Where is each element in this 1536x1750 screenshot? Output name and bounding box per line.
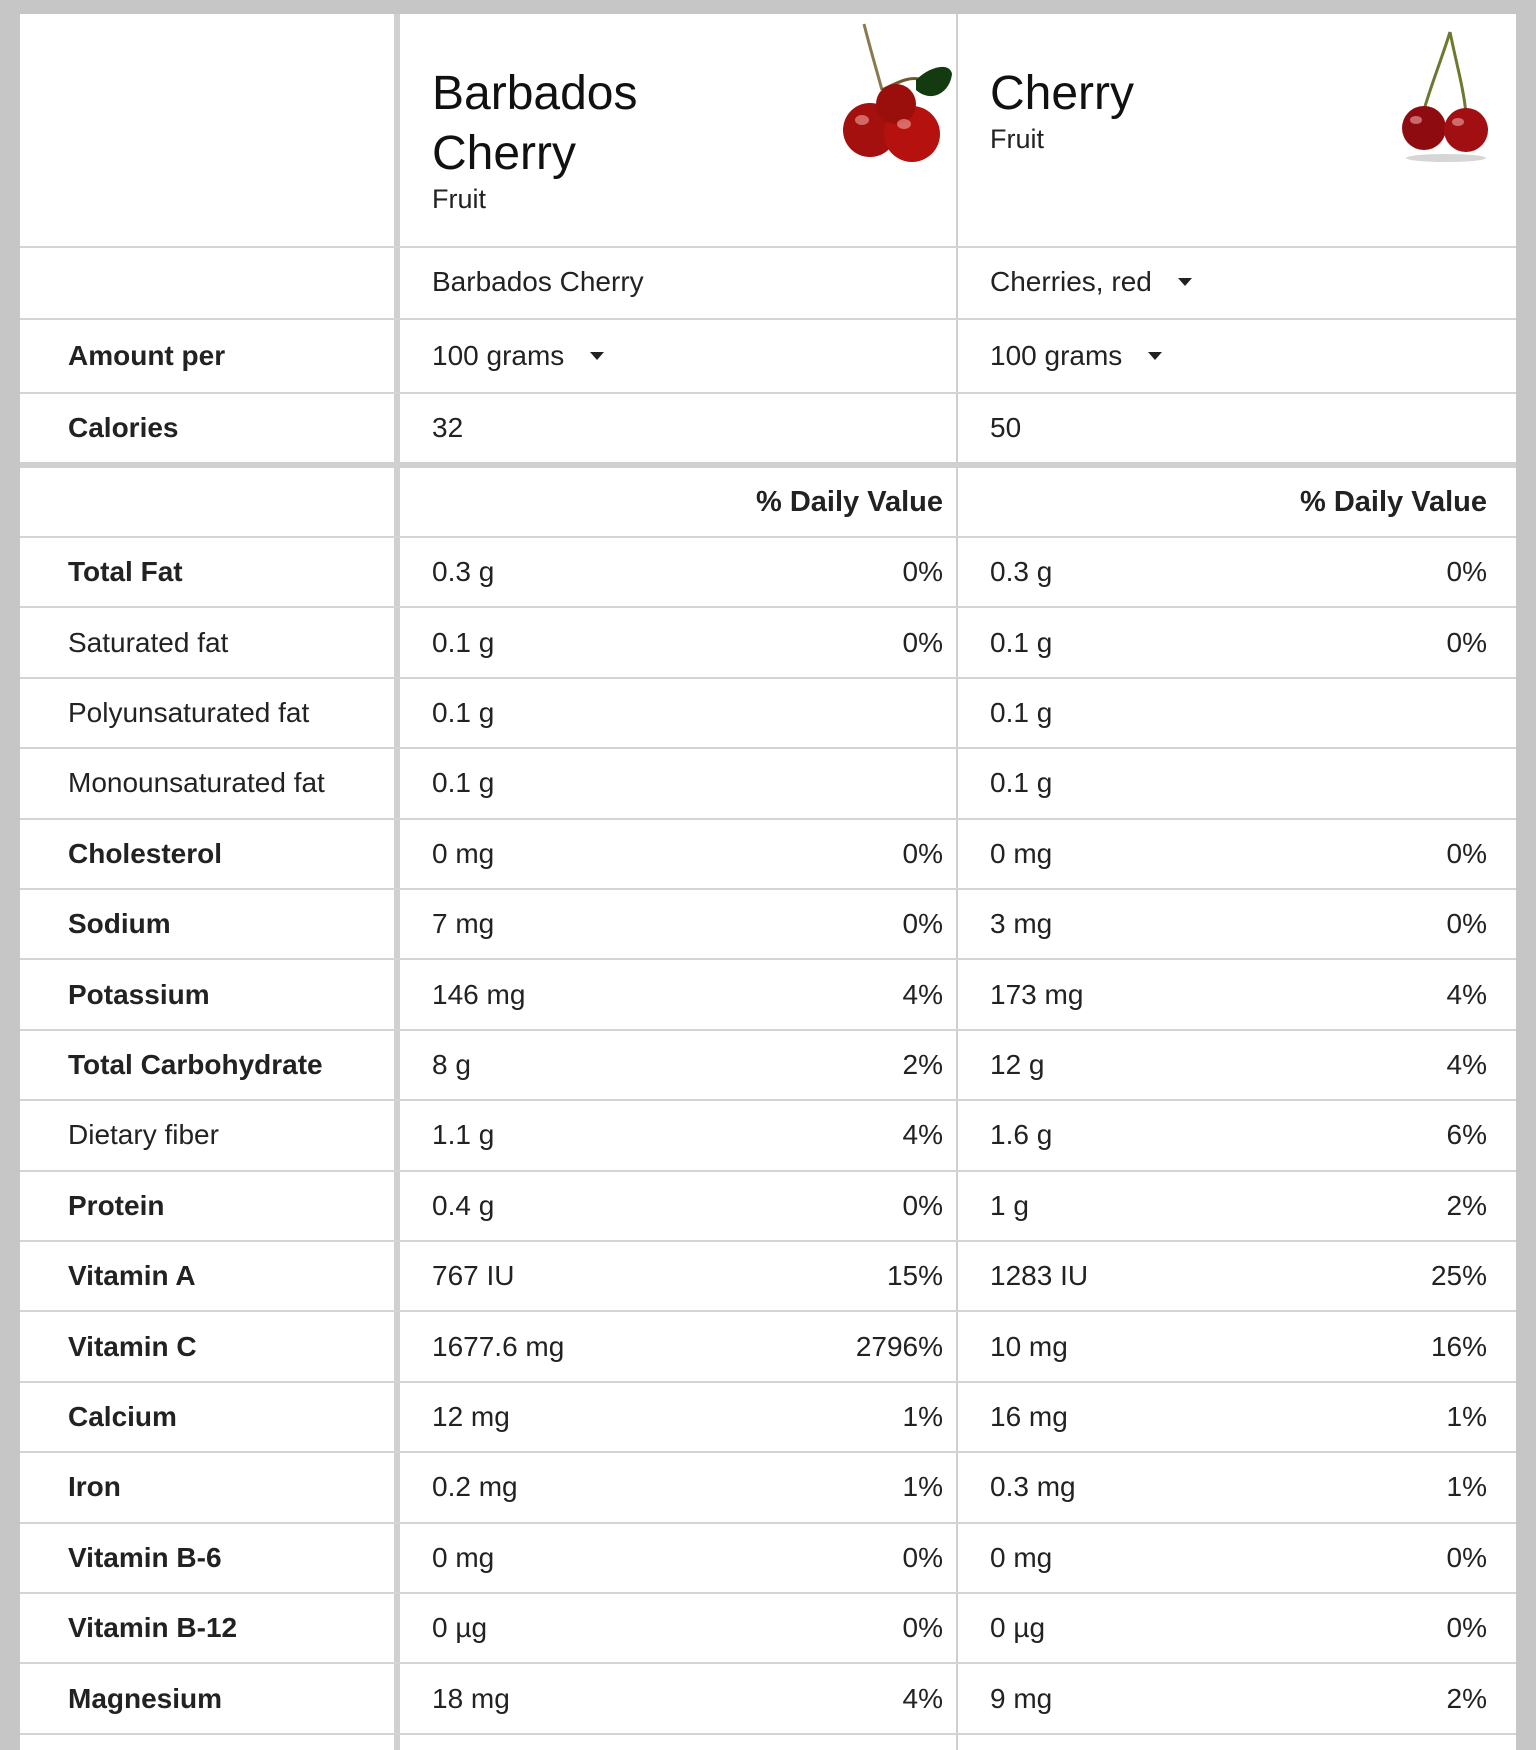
nutrient-row [20, 960, 1516, 1030]
variety-select-value: Cherries, red [990, 266, 1152, 297]
barbados-cherry-image [812, 18, 972, 168]
calories-row [20, 394, 1516, 468]
food-a-daily-value: 0% [902, 626, 943, 658]
food-b-daily-value: 1% [1446, 1400, 1487, 1432]
food-a-daily-value: 0% [902, 1541, 943, 1573]
nutrient-row [20, 1453, 1516, 1523]
food-b-daily-value: 0% [1446, 1612, 1487, 1644]
cherry-image [1394, 28, 1504, 168]
caret-down-icon [1178, 278, 1192, 286]
food-a-amount: 8 g [432, 1048, 471, 1080]
nutrient-name: Total Carbohydrate [68, 1048, 323, 1080]
nutrient-name: Magnesium [68, 1682, 223, 1714]
nutrient-name: Dietary fiber [68, 1119, 219, 1151]
nutrient-row [20, 1312, 1516, 1382]
food-b-daily-value: 0% [1446, 556, 1487, 588]
nutrient-row [20, 890, 1516, 960]
food-header-row [20, 14, 1516, 248]
nutrient-name: Protein [68, 1189, 165, 1221]
food-b-daily-value: 6% [1446, 1119, 1487, 1151]
daily-value-heading: % Daily Value [756, 485, 943, 518]
food-a-daily-value: 0% [902, 908, 943, 940]
food-b-daily-value: 2% [1446, 1682, 1487, 1714]
food-b-daily-value: 0% [1446, 837, 1487, 869]
food-b-amount: 0 mg [990, 837, 1053, 869]
food-title: Barbados [432, 67, 638, 120]
caret-down-icon [1148, 352, 1162, 360]
food-a-daily-value: 1% [902, 1471, 943, 1503]
food-b-daily-value: 4% [1446, 1048, 1487, 1080]
food-a-amount: 1677.6 mg [432, 1330, 565, 1362]
food-b-daily-value: 25% [1430, 1260, 1487, 1292]
food-title: Cherry [990, 67, 1135, 120]
nutrient-name: Vitamin B-12 [68, 1612, 238, 1644]
variety-row [20, 246, 1516, 320]
food-b-amount: 0.3 mg [990, 1471, 1076, 1503]
food-b-amount: 1283 IU [990, 1260, 1089, 1292]
food-a-daily-value: 2796% [855, 1330, 943, 1362]
food-b-amount: 173 mg [990, 978, 1084, 1010]
food-a-daily-value: 4% [902, 1682, 943, 1714]
food-b-daily-value [1260, 679, 1487, 747]
food-category: Fruit [432, 184, 486, 214]
nutrient-row [20, 538, 1516, 608]
amount-select[interactable] [990, 320, 1500, 392]
food-a-daily-value: 4% [902, 978, 943, 1010]
nutrient-row [20, 1172, 1516, 1242]
food-b-amount: 0 µg [990, 1612, 1046, 1644]
food-title: Cherry [432, 127, 577, 180]
nutrient-name: Vitamin B-6 [68, 1541, 222, 1573]
food-a-amount: 0 mg [432, 837, 495, 869]
caret-down-icon [590, 352, 604, 360]
food-a-daily-value: 1% [902, 1400, 943, 1432]
food-category: Fruit [990, 124, 1044, 154]
food-b-amount: 0.1 g [990, 696, 1053, 728]
food-a-amount: 0.4 g [432, 1189, 495, 1221]
food-a-amount: 767 IU [432, 1260, 515, 1292]
nutrient-name: Calcium [68, 1400, 177, 1432]
food-a-amount: 18 mg [432, 1682, 510, 1714]
food-b-amount: 1.6 g [990, 1119, 1053, 1151]
food-a-amount: 7 mg [432, 908, 495, 940]
food-a-daily-value [720, 679, 943, 747]
nutrient-name: Potassium [68, 978, 210, 1010]
nutrient-name: Iron [68, 1471, 121, 1503]
nutrient-name: Vitamin A [68, 1260, 196, 1292]
food-b-amount: 16 mg [990, 1400, 1068, 1432]
amount-select-value: 100 grams [990, 340, 1123, 371]
food-a-daily-value: 4% [902, 1119, 943, 1151]
calories-value: 32 [432, 412, 464, 443]
nutrient-row [20, 820, 1516, 890]
food-b-amount: 10 mg [990, 1330, 1068, 1362]
nutrient-name: Monounsaturated fat [68, 767, 325, 799]
food-a-amount: 0 µg [432, 1612, 488, 1644]
food-a-amount: 146 mg [432, 978, 526, 1010]
food-b-daily-value: 0% [1446, 626, 1487, 658]
nutrient-name: Total Fat [68, 556, 183, 588]
food-b-daily-value: 4% [1446, 978, 1487, 1010]
food-a-amount: 0.2 mg [432, 1471, 518, 1503]
nutrient-row [20, 1594, 1516, 1664]
nutrient-row [20, 1242, 1516, 1312]
food-b-amount: 0.1 g [990, 626, 1053, 658]
food-b-daily-value: 0% [1446, 908, 1487, 940]
food-a-daily-value: 0% [902, 1612, 943, 1644]
food-a-amount: 1.1 g [432, 1119, 495, 1151]
amount-select-value: 100 grams [432, 340, 565, 371]
food-b-amount: 0.1 g [990, 767, 1053, 799]
food-b-amount: 0.3 g [990, 556, 1053, 588]
nutrient-row [20, 1664, 1516, 1734]
calories-value: 50 [990, 412, 1022, 443]
food-a-daily-value: 0% [902, 837, 943, 869]
nutrient-row [20, 608, 1516, 678]
food-a-amount: 0.1 g [432, 767, 495, 799]
food-a-daily-value: 0% [902, 1189, 943, 1221]
food-b-daily-value: 2% [1446, 1189, 1487, 1221]
nutrient-row [20, 1524, 1516, 1594]
nutrient-name: Vitamin C [68, 1330, 197, 1362]
variety-label: Barbados Cherry [432, 266, 644, 297]
nutrient-row [20, 679, 1516, 749]
row-label: Amount per [68, 340, 226, 371]
food-b-amount: 12 g [990, 1048, 1045, 1080]
food-b-amount: 1 g [990, 1189, 1029, 1221]
variety-select[interactable] [990, 246, 1500, 318]
food-b-daily-value: 0% [1446, 1541, 1487, 1573]
nutrient-row [20, 1383, 1516, 1453]
food-a-amount: 12 mg [432, 1400, 510, 1432]
food-a-amount: 0.1 g [432, 696, 495, 728]
nutrient-row [20, 1101, 1516, 1171]
food-b-amount: 3 mg [990, 908, 1053, 940]
nutrient-row [20, 749, 1516, 819]
food-b-daily-value: 16% [1430, 1330, 1487, 1362]
nutrient-name: Saturated fat [68, 626, 229, 658]
food-a-amount: 0 mg [432, 1541, 495, 1573]
food-b-daily-value: 1% [1446, 1471, 1487, 1503]
nutrient-row [20, 1031, 1516, 1101]
food-a-amount: 0.1 g [432, 626, 495, 658]
food-b-amount: 0 mg [990, 1541, 1053, 1573]
food-a-daily-value: 0% [902, 556, 943, 588]
amount-select[interactable] [432, 320, 942, 392]
nutrient-name: Polyunsaturated fat [68, 696, 310, 728]
food-b-daily-value [1260, 749, 1487, 817]
nutrient-name: Cholesterol [68, 837, 223, 869]
row-label: Calories [68, 412, 179, 443]
food-b-amount: 9 mg [990, 1682, 1053, 1714]
food-a-daily-value [720, 749, 943, 817]
nutrition-comparison-table [20, 14, 1516, 1750]
nutrient-name: Sodium [68, 908, 171, 940]
food-a-daily-value: 15% [886, 1260, 943, 1292]
daily-value-heading: % Daily Value [1300, 485, 1487, 518]
daily-value-header-row [20, 468, 1516, 538]
food-a-amount: 0.3 g [432, 556, 495, 588]
amount-row [20, 320, 1516, 394]
food-a-daily-value: 2% [902, 1048, 943, 1080]
